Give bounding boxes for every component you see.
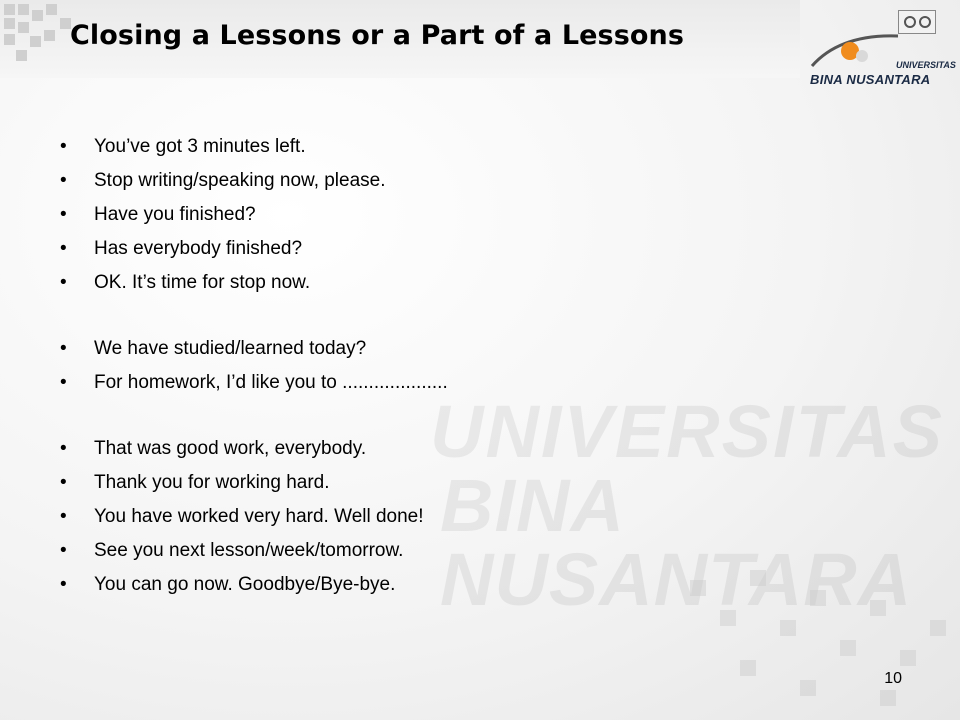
bullet-item: • You can go now. Goodbye/Bye-bye. [58, 568, 448, 602]
bullet-item: • You have worked very hard. Well done! [58, 500, 448, 534]
binus-logo-icon [800, 6, 960, 96]
bullet-item: • That was good work, everybody. [58, 432, 448, 466]
bullet-item: • See you next lesson/week/tomorrow. [58, 534, 448, 568]
bullet-item: • Thank you for working hard. [58, 466, 448, 500]
bullet-item: • For homework, I’d like you to .................... [58, 366, 448, 400]
bullet-item: • OK. It’s time for stop now. [58, 266, 448, 300]
bullet-list [58, 130, 448, 602]
slide-title: Closing a Lessons or a Part of a Lessons [70, 20, 685, 51]
logo-swoosh-icon [810, 26, 900, 76]
bullet-item: • Has everybody finished? [58, 232, 448, 266]
corner-tile-decoration [680, 560, 960, 720]
watermark-line-1: UNIVERSITAS [430, 390, 945, 473]
bullet-item: • Have you finished? [58, 198, 448, 232]
bullet-item: • Stop writing/speaking now, please. [58, 164, 448, 198]
logo-text-universitas: UNIVERSITAS [896, 60, 956, 70]
bullet-item: • You’ve got 3 minutes left. [58, 130, 448, 164]
logo-text-bina-nusantara: BINA NUSANTARA [810, 72, 931, 87]
ec-badge-icon [898, 10, 936, 34]
watermark-line-2: BINA NUSANTARA [440, 464, 913, 621]
bullet-item: • We have studied/learned today? [58, 332, 448, 366]
page-number: 10 [884, 670, 902, 687]
